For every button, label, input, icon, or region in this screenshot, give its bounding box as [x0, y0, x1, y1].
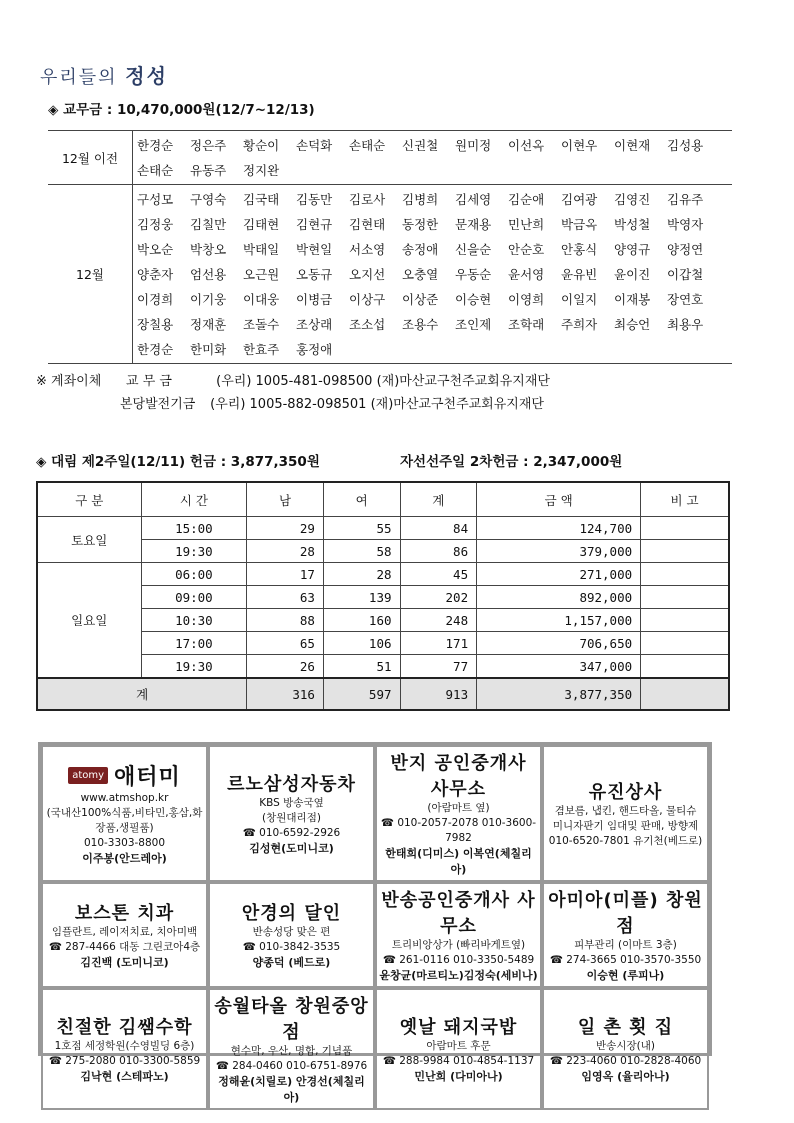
ad-card: [208, 988, 375, 1110]
ad-contact-person: 이주봉(안드레아): [82, 852, 167, 865]
donor-name: 한경순: [137, 138, 174, 153]
donor-name: 김현규: [296, 217, 333, 232]
table-cell: 84: [400, 517, 477, 540]
table-cell: 77: [400, 655, 477, 679]
table-cell: 28: [247, 540, 324, 563]
donor-name: 정재훈: [190, 317, 227, 332]
ad-name: 송월타올 창원중앙점: [214, 996, 369, 1043]
table-cell: 17:00: [141, 632, 247, 655]
ad-line: KBS 방송국옆: [259, 797, 324, 809]
donor-name: 박성철: [614, 217, 651, 232]
ad-card: [542, 882, 709, 988]
table-cell: 913: [400, 678, 477, 710]
account-row: [36, 393, 550, 416]
account-prefix: ※ 계좌이체: [36, 374, 102, 389]
donor-name: 김순애: [508, 192, 545, 207]
donor-name: 김정웅: [137, 217, 174, 232]
account-indent: [36, 393, 120, 416]
ad-card: [542, 988, 709, 1110]
donor-name: 조상래: [296, 317, 333, 332]
table-cell: 65: [247, 632, 324, 655]
table-cell: 171: [400, 632, 477, 655]
ad-card: [41, 745, 208, 882]
second-collection: 자선선주일 2차헌금 : 2,347,000원: [400, 454, 623, 470]
donor-name: 오근원: [243, 267, 280, 282]
donor-name: 이영희: [508, 292, 545, 307]
donor-name: 정은주: [190, 138, 227, 153]
ad-line: 피부관리 (이마트 3층): [574, 939, 677, 951]
ad-card: [41, 988, 208, 1110]
names-row-label: 12월 이전: [48, 131, 133, 185]
donor-name: 김태현: [243, 217, 280, 232]
names-grid: [137, 187, 728, 361]
donor-name: 안홍식: [561, 242, 598, 257]
ad-name: 옛날 돼지국밥: [399, 1017, 518, 1038]
donor-name: 김국태: [243, 192, 280, 207]
ad-name: 반지 공인중개사 사무소: [390, 753, 527, 800]
ad-line: ☎ 284-0460 010-6751-8976: [215, 1060, 368, 1072]
donor-name: 이승현: [455, 292, 492, 307]
donor-name: 양영규: [614, 242, 651, 257]
donor-name: 박창오: [190, 242, 227, 257]
donor-name: 문재용: [455, 217, 492, 232]
table-cell: 892,000: [477, 586, 641, 609]
table-cell: 124,700: [477, 517, 641, 540]
ad-line: 겸보름, 냅킨, 핸드타올, 물티슈: [554, 805, 697, 817]
table-cell: [641, 655, 729, 679]
ad-contact-person: 민난희 (다미아나): [414, 1070, 503, 1083]
table-cell: 597: [323, 678, 400, 710]
ad-line: ☎ 010-6592-2926: [242, 827, 341, 839]
ad-line: 반송성당 맞은 편: [252, 926, 331, 938]
ad-card: [375, 988, 542, 1110]
donor-name: 한효주: [243, 342, 280, 357]
ad-line: ☎ 223-4060 010-2828-4060: [549, 1055, 702, 1067]
ad-logo: [68, 760, 181, 791]
table-row: [37, 586, 729, 609]
account-kind: 교 무 금: [126, 374, 172, 389]
total-row: [37, 678, 729, 710]
ad-contact-person: 이승현 (루피나): [586, 969, 665, 982]
donor-name: 장연호: [667, 292, 704, 307]
donor-name: 양정연: [667, 242, 704, 257]
ad-line: ☎ 010-3842-3535: [242, 941, 341, 953]
donor-name: 손태순: [137, 163, 174, 178]
title-part-a: 우리들의: [40, 67, 118, 88]
donor-name: 윤유빈: [561, 267, 598, 282]
donor-name: 장칠용: [137, 317, 174, 332]
ad-line: ☎ 288-9984 010-4854-1137: [382, 1055, 535, 1067]
ad-line: ☎ 274-3665 010-3570-3550: [549, 954, 702, 966]
table-cell: 15:00: [141, 517, 247, 540]
donor-name: 황순이: [243, 138, 280, 153]
donor-name: 이현재: [614, 138, 651, 153]
column-header: 시 간: [141, 482, 247, 517]
donor-name: 이선옥: [508, 138, 545, 153]
donor-name: 이상준: [402, 292, 439, 307]
table-cell: 316: [247, 678, 324, 710]
donor-name: 조학래: [508, 317, 545, 332]
column-header: 금 액: [477, 482, 641, 517]
account-kind: 본당발전기금: [120, 397, 196, 412]
donor-name: 구성모: [137, 192, 174, 207]
offering-heading: ◈ 대림 제2주일(12/11) 헌금 : 3,877,350원: [36, 454, 320, 470]
donor-name: 주희자: [561, 317, 598, 332]
donor-name: 박현일: [296, 242, 333, 257]
donor-name: 서소영: [349, 242, 386, 257]
donor-name: 조용수: [402, 317, 439, 332]
donor-name: 홍정애: [296, 342, 333, 357]
donor-name: 신권철: [402, 138, 439, 153]
donor-name: 우동순: [455, 267, 492, 282]
donor-name: 오충열: [402, 267, 439, 282]
donor-name: 김병희: [402, 192, 439, 207]
donor-name: 안순호: [508, 242, 545, 257]
account-row: [36, 370, 550, 393]
table-row: [37, 563, 729, 586]
table-cell: 3,877,350: [477, 678, 641, 710]
ad-line: 임플란트, 레이저치료, 치아미백: [51, 926, 198, 938]
table-cell: [641, 563, 729, 586]
account-owner: (재)마산교구천주교회유지재단: [376, 374, 550, 389]
table-cell: [641, 632, 729, 655]
ad-card: [375, 745, 542, 882]
donor-name: 양춘자: [137, 267, 174, 282]
table-cell: [641, 586, 729, 609]
donor-name: 이재봉: [614, 292, 651, 307]
table-row: [37, 540, 729, 563]
table-cell: [641, 517, 729, 540]
column-header: 계: [400, 482, 477, 517]
table-cell: 19:30: [141, 540, 247, 563]
donor-name: 박태일: [243, 242, 280, 257]
table-header-row: [37, 482, 729, 517]
donor-name: 김칠만: [190, 217, 227, 232]
ad-contact-person: 윤창균(마르티노)김정숙(세비나): [379, 969, 538, 982]
donor-name: 한경순: [137, 342, 174, 357]
ad-card: [208, 745, 375, 882]
donor-name: 윤서영: [508, 267, 545, 282]
ad-name: 안경의 달인: [241, 903, 342, 924]
donor-name: 손덕화: [296, 138, 333, 153]
ad-line: ☎ 010-2057-2078 010-3600-7982: [380, 817, 537, 844]
names-grid: [137, 133, 728, 182]
donor-name: 최용우: [667, 317, 704, 332]
table-cell: [641, 540, 729, 563]
table-cell: 58: [323, 540, 400, 563]
table-cell: 06:00: [141, 563, 247, 586]
names-row-label: 12월: [48, 185, 133, 364]
ad-line: www.atmshop.kr: [80, 792, 169, 804]
donor-name: 김영진: [614, 192, 651, 207]
ad-line: 010-6520-7801 유기천(베드로): [548, 835, 703, 847]
ad-line: 현수막, 우산, 명함, 기념품: [230, 1045, 353, 1057]
donor-name: 오동규: [296, 267, 333, 282]
table-cell: 계: [37, 678, 247, 710]
names-row-dec: [48, 185, 732, 364]
donor-name: 김여광: [561, 192, 598, 207]
table-cell: [641, 678, 729, 710]
donor-name: 원미정: [455, 138, 492, 153]
page-title: [40, 60, 168, 89]
donor-name: 이일지: [561, 292, 598, 307]
table-cell: 63: [247, 586, 324, 609]
ad-line: 반송시장(내): [596, 1040, 655, 1052]
donor-name: 김세영: [455, 192, 492, 207]
donor-name: 이상구: [349, 292, 386, 307]
donor-name: 김동만: [296, 192, 333, 207]
table-cell: 86: [400, 540, 477, 563]
table-cell: 160: [323, 609, 400, 632]
ad-name: 친절한 김쌤수학: [56, 1017, 193, 1038]
ads-grid: [38, 742, 712, 1104]
column-header: 구 분: [37, 482, 141, 517]
ad-line: (창원대리점): [262, 812, 321, 824]
donor-name: 송정애: [402, 242, 439, 257]
names-row-before-dec: [48, 131, 732, 185]
table-row: [37, 609, 729, 632]
table-cell: 19:30: [141, 655, 247, 679]
ad-line: 트리비앙상가 (빠리바게트옆): [391, 939, 526, 951]
table-cell: 248: [400, 609, 477, 632]
ad-contact-person: 임영옥 (율리아나): [581, 1070, 670, 1083]
ad-line: ☎ 287-4466 대동 그린코아4층: [48, 941, 201, 953]
ad-line: (아람마트 옆): [427, 802, 490, 814]
table-cell: 706,650: [477, 632, 641, 655]
table-cell: 28: [323, 563, 400, 586]
ad-card: [41, 882, 208, 988]
ad-contact-person: 한태희(디미스) 이복연(체칠리아): [385, 847, 532, 876]
donor-name: 박영자: [667, 217, 704, 232]
account-number: (우리) 1005-481-098500: [216, 374, 373, 389]
ad-name: 보스톤 치과: [74, 903, 175, 924]
donor-name: 조인제: [455, 317, 492, 332]
donor-name: 이기웅: [190, 292, 227, 307]
donor-name: 이대웅: [243, 292, 280, 307]
donor-name: 엄선용: [190, 267, 227, 282]
ad-name: 일 촌 횟 집: [577, 1017, 674, 1038]
table-cell: 55: [323, 517, 400, 540]
donor-name: 김유주: [667, 192, 704, 207]
donor-name: 김현태: [349, 217, 386, 232]
table-cell: 88: [247, 609, 324, 632]
ad-name: 르노삼성자동차: [227, 774, 356, 795]
ad-name: 반송공인중개사 사무소: [381, 890, 536, 937]
table-cell: 51: [323, 655, 400, 679]
donor-name: 윤이진: [614, 267, 651, 282]
account-info: [36, 370, 550, 416]
ad-contact-person: 김성현(도미니코): [249, 842, 334, 855]
account-number: (우리) 1005-882-098501: [210, 397, 367, 412]
donor-name: 유동주: [190, 163, 227, 178]
donor-name: 박금옥: [561, 217, 598, 232]
ad-line: 1호점 세정학원(수영빌딩 6층): [54, 1040, 195, 1052]
donor-name: 손태순: [349, 138, 386, 153]
table-cell: [641, 609, 729, 632]
ad-card: [375, 882, 542, 988]
attendance-table: [36, 481, 730, 711]
donor-name: 이현우: [561, 138, 598, 153]
ad-card: [542, 745, 709, 882]
ad-name: 유진상사: [588, 782, 663, 803]
donor-name: 이경희: [137, 292, 174, 307]
donor-name: 김성용: [667, 138, 704, 153]
table-cell: 26: [247, 655, 324, 679]
donor-name: 구영숙: [190, 192, 227, 207]
table-cell: 29: [247, 517, 324, 540]
donor-name: 조돌수: [243, 317, 280, 332]
column-header: 남: [247, 482, 324, 517]
table-cell: 347,000: [477, 655, 641, 679]
column-header: 비 고: [641, 482, 729, 517]
ad-name: 아미아(미플) 창원점: [548, 890, 703, 937]
donor-name: 이병금: [296, 292, 333, 307]
table-row: [37, 632, 729, 655]
donor-name: 동정한: [402, 217, 439, 232]
column-header: 여: [323, 482, 400, 517]
table-cell: 09:00: [141, 586, 247, 609]
table-cell: 106: [323, 632, 400, 655]
atomy-logo-icon: atomy: [68, 767, 108, 784]
donor-name: 최승언: [614, 317, 651, 332]
table-row: [37, 655, 729, 679]
table-row: [37, 517, 729, 540]
title-part-b: 정성: [125, 64, 168, 88]
donor-name: 조소섭: [349, 317, 386, 332]
ad-line: ☎ 275-2080 010-3300-5859: [48, 1055, 201, 1067]
ad-line: ☎ 261-0116 010-3350-5489: [382, 954, 535, 966]
donor-name: 민난희: [508, 217, 545, 232]
donor-name: 오지선: [349, 267, 386, 282]
ad-contact-person: 정해윤(치릴로) 안경선(체칠리아): [218, 1075, 365, 1104]
donor-name: 박오순: [137, 242, 174, 257]
ad-contact-person: 양종덕 (베드로): [252, 956, 331, 969]
donor-names-table: [48, 130, 732, 364]
ad-contact-person: 김진백 (도미니코): [80, 956, 169, 969]
donor-name: 이갑철: [667, 267, 704, 282]
ad-name: 애터미: [114, 765, 181, 790]
ad-contact-person: 김낙현 (스테파노): [80, 1070, 169, 1083]
table-body: [37, 517, 729, 711]
table-cell: 45: [400, 563, 477, 586]
table-cell: 202: [400, 586, 477, 609]
ad-line: (국내산100%식품,비타민,홍삼,화장품,생필품): [46, 807, 203, 834]
table-cell: 271,000: [477, 563, 641, 586]
ad-line: 아람마트 후문: [426, 1040, 491, 1052]
ad-line: 010-3303-8800: [83, 837, 166, 849]
table-cell: 17: [247, 563, 324, 586]
donor-name: 정지완: [243, 163, 280, 178]
kyomu-heading: ◈ 교무금 : 10,470,000원(12/7~12/13): [48, 102, 315, 118]
ad-line: 미니자판기 임대및 판매, 방향제: [552, 820, 699, 832]
table-cell: 일요일: [37, 563, 141, 679]
donor-name: 신을순: [455, 242, 492, 257]
account-owner: (재)마산교구천주교회유지재단: [370, 397, 544, 412]
table-cell: 토요일: [37, 517, 141, 563]
donor-name: 한미화: [190, 342, 227, 357]
table-cell: 10:30: [141, 609, 247, 632]
ad-card: [208, 882, 375, 988]
donor-name: 김로사: [349, 192, 386, 207]
table-cell: 379,000: [477, 540, 641, 563]
table-cell: 1,157,000: [477, 609, 641, 632]
table-cell: 139: [323, 586, 400, 609]
